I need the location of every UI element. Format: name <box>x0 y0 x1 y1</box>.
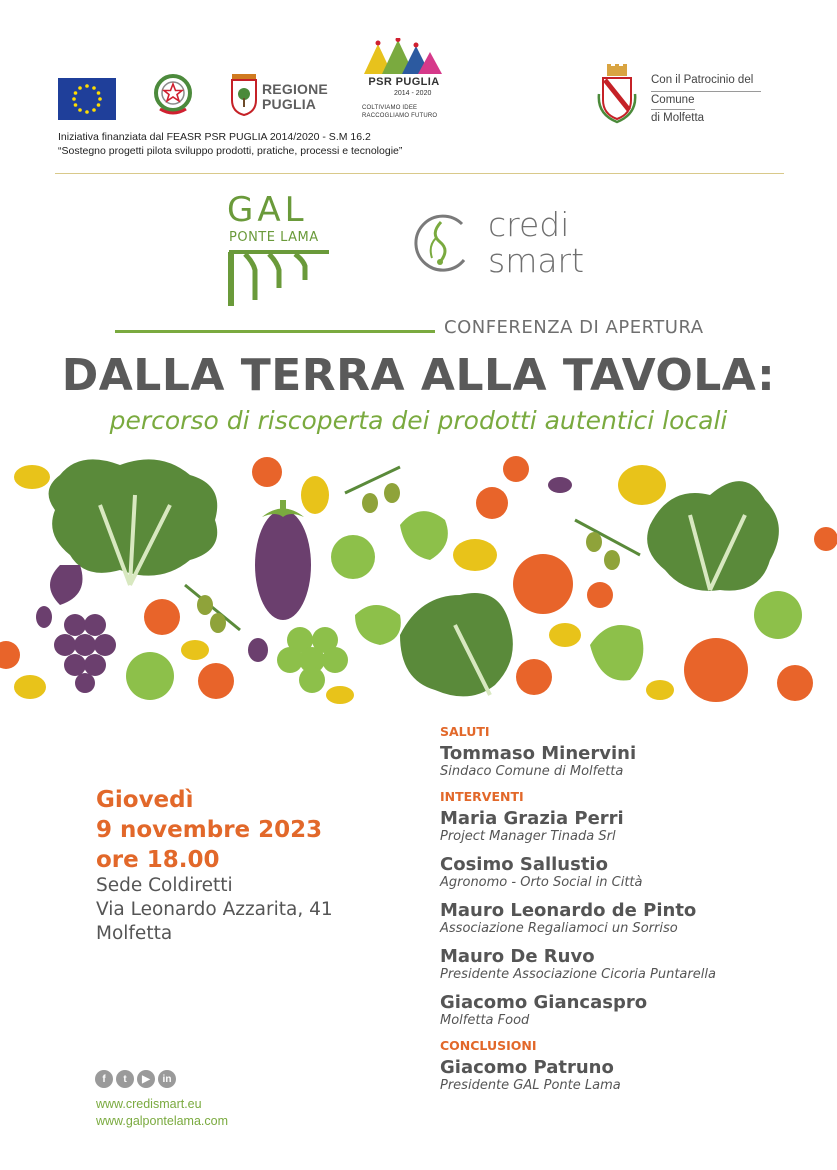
psr-title: PSR PUGLIA <box>368 76 440 88</box>
speaker-name: Tommaso Minervini <box>440 743 637 764</box>
lettuce-illustration-3 <box>400 593 513 696</box>
speaker <box>440 900 830 937</box>
speaker-name: Maria Grazia Perri <box>440 808 624 829</box>
funding-note-2: “Sostegno progetti pilota sviluppo prodotti, pratiche, processi e tecnologie” <box>58 145 403 157</box>
speaker-role: Presidente Associazione Cicoria Puntarella <box>440 967 716 982</box>
speaker-name: Giacomo Giancaspro <box>440 992 648 1013</box>
twitter-icon[interactable]: t <box>116 1070 134 1088</box>
speaker <box>440 743 830 780</box>
psr-tagline-1: COLTIVIAMO IDEE <box>362 105 418 111</box>
regione-line1: REGIONE <box>262 81 328 97</box>
speaker-role: Molfetta Food <box>440 1013 530 1028</box>
event-date: 9 novembre 2023 <box>96 817 323 843</box>
speaker-role: Project Manager Tinada Srl <box>440 829 616 844</box>
section-interventi: INTERVENTI <box>440 789 524 804</box>
patrocinio-line2: Comune <box>651 92 695 110</box>
lettuce-illustration-2 <box>647 481 779 591</box>
olive-branch-illustration-3 <box>185 585 240 633</box>
patrocinio-block <box>651 72 761 127</box>
speaker <box>440 1057 830 1094</box>
psr-peaks-icon <box>364 38 444 76</box>
social-icons <box>95 1070 176 1088</box>
psr-years: 2014 - 2020 <box>394 90 432 97</box>
speaker <box>440 946 830 983</box>
italian-republic-emblem <box>150 71 196 119</box>
credismart-line1: credi <box>488 205 570 244</box>
regione-label <box>262 82 328 112</box>
grapes-illustration-2 <box>277 627 348 693</box>
galpontelama-url[interactable]: www.galpontelama.com <box>96 1114 229 1128</box>
credismart-url[interactable]: www.credismart.eu <box>96 1097 202 1111</box>
event-title: DALLA TERRA ALLA TAVOLA: <box>61 350 776 401</box>
olive-branch-illustration <box>345 467 400 513</box>
credismart-line2: smart <box>488 241 585 280</box>
event-city: Molfetta <box>96 923 173 944</box>
event-time: ore 18.00 <box>96 847 220 873</box>
speaker-name: Mauro De Ruvo <box>440 946 595 967</box>
speaker-name: Giacomo Patruno <box>440 1057 614 1078</box>
speaker <box>440 808 830 845</box>
regione-shield-icon <box>230 74 258 116</box>
conference-label: CONFERENZA DI APERTURA <box>444 317 704 338</box>
credismart-wordmark <box>488 207 584 279</box>
gal-subtitle: PONTE LAMA <box>229 230 319 245</box>
speaker-name: Mauro Leonardo de Pinto <box>440 900 697 921</box>
gal-bridge-icon <box>225 250 333 308</box>
patrocinio-line3: di Molfetta <box>651 112 705 124</box>
regione-line2: PUGLIA <box>262 96 317 112</box>
event-address: Via Leonardo Azzarita, 41 <box>96 899 333 920</box>
linkedin-icon[interactable]: in <box>158 1070 176 1088</box>
eu-flag-logo <box>58 78 116 120</box>
section-conclusioni: CONCLUSIONI <box>440 1038 537 1053</box>
psr-tagline-2: RACCOGLIAMO FUTURO <box>362 113 438 119</box>
credismart-leaf-icon <box>410 210 472 274</box>
eggplant-illustration <box>255 500 311 620</box>
speaker <box>440 992 830 1029</box>
speaker-name: Cosimo Sallustio <box>440 854 608 875</box>
speaker <box>440 854 830 891</box>
speaker-role: Agronomo - Orto Social in Città <box>440 875 643 890</box>
funding-note-1: Iniziativa finanziata dal FEASR PSR PUGLIA 2014/2020 - S.M 16.2 <box>58 131 371 143</box>
speaker-role: Associazione Regaliamoci un Sorriso <box>440 921 678 936</box>
facebook-icon[interactable]: f <box>95 1070 113 1088</box>
event-where <box>96 874 333 946</box>
event-day: Giovedì <box>96 787 194 813</box>
section-saluti: SALUTI <box>440 724 490 739</box>
gal-ponte-lama-logo <box>225 192 337 310</box>
regione-puglia-logo <box>230 70 330 120</box>
grapes-illustration <box>50 565 116 693</box>
speaker-role: Presidente GAL Ponte Lama <box>440 1078 621 1093</box>
produce-illustration <box>0 445 837 715</box>
header-divider <box>55 173 784 174</box>
molfetta-crest-icon <box>597 64 637 124</box>
gal-word: GAL <box>227 190 308 230</box>
psr-puglia-logo <box>358 38 450 122</box>
patrocinio-line1: Con il Patrocinio del <box>651 72 761 92</box>
youtube-icon[interactable]: ▶ <box>137 1070 155 1088</box>
program <box>440 724 830 1103</box>
event-venue: Sede Coldiretti <box>96 875 233 896</box>
event-when <box>96 785 322 875</box>
event-subtitle: percorso di riscoperta dei prodotti autentici locali <box>109 406 728 435</box>
olive-branch-illustration-2 <box>575 520 640 570</box>
speaker-role: Sindaco Comune di Molfetta <box>440 764 624 779</box>
conference-rule <box>115 330 435 333</box>
